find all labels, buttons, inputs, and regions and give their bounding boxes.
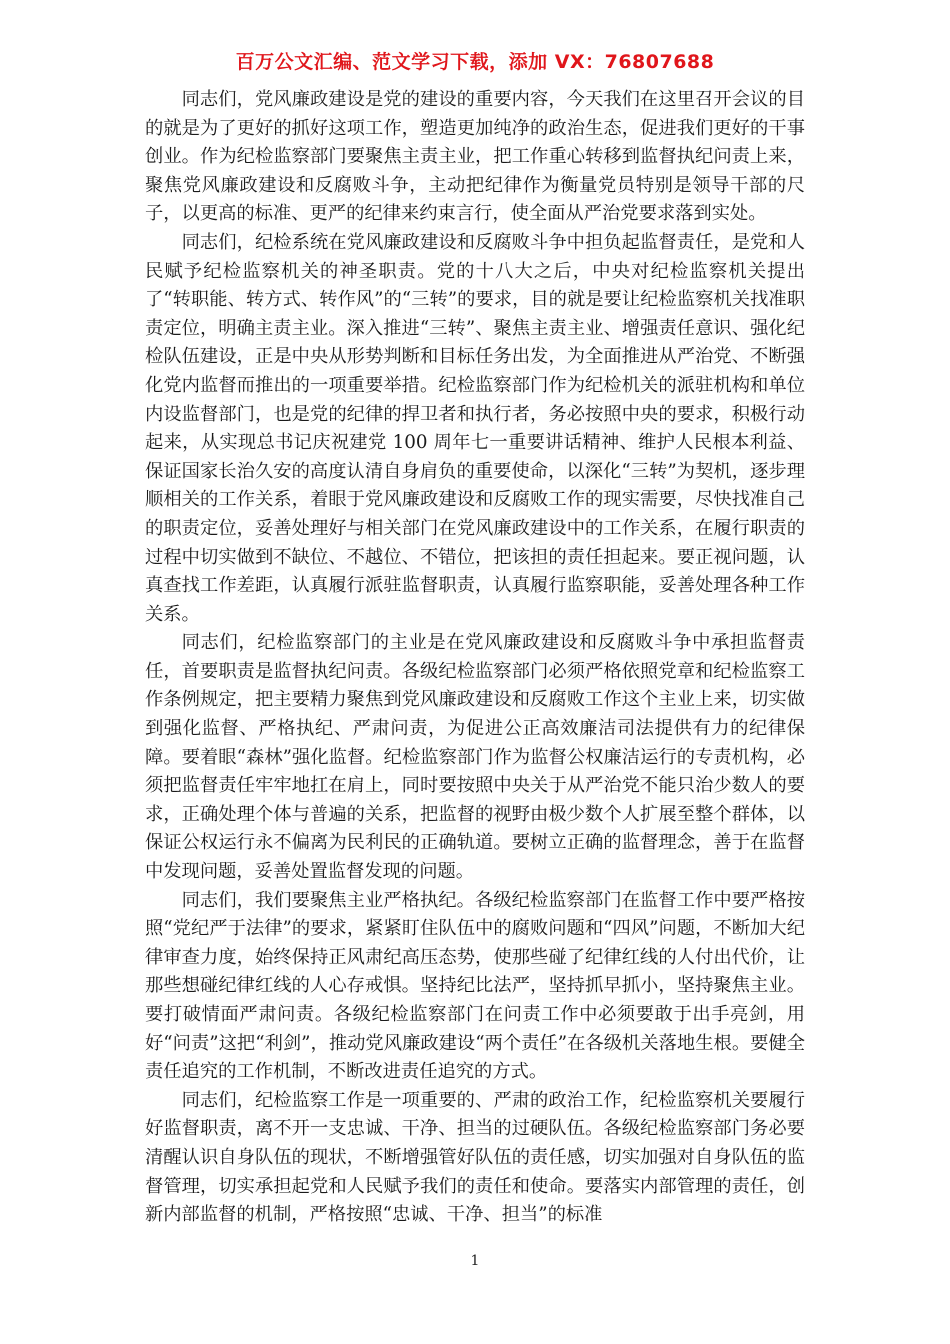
paragraph-5: 同志们，纪检监察工作是一项重要的、严肃的政治工作，纪检监察机关要履行好监督职责，离不开一支忠诚、干净、担当的过硬队伍。各级纪检监察部门务必要清醒认识自身队伍的现状，不断增强管好队伍的责任感，切实加强对自身队伍的监督管理，切实承担起党和人民赋予我们的责任和使命。要落实内部管理的责任，创新内部监督的机制，严格按照“忠诚、干净、担当”的标准 bbox=[145, 1089, 805, 1226]
page-number: 1 bbox=[470, 1253, 480, 1269]
paragraph-2: 同志们，纪检系统在党风廉政建设和反腐败斗争中担负起监督责任，是党和人民赋予纪检监察机关的神圣职责。党的十八大之后，中央对纪检监察机关提出了“转职能、转方式、转作风”的“三转”的要求，目的就是要让纪检监察机关找准职责定位，明确主责主业。深入推进“三转”、聚焦主责主业、增强责任意识、强化纪检队伍建设，正是中央从形势判断和目标任务出发，为全面推进从严治党、不断强化党内监督而推出的一项重要举措。纪检监察部门作为纪检机关的派驻机构和单位内设监督部门，也是党的纪律的捍卫者和执行者，务必按照中央的要求，积极行动起来，从实现总书记庆祝建党 100 周年七一重要讲话精神、维护人民根本利益、保证国家长治久安的高度认清自身肩负的重要使命，以深化“三转”为契机，逐步理顺相关的工作关系，着眼于党风廉政建设和反腐败工作的现实需要，尽快找准自己的职责定位，妥善处理好与相关部门在党风廉政建设中的工作关系，在履行职责的过程中切实做到不缺位、不越位、不错位，把该担的责任担起来。要正视问题，认真查找工作差距，认真履行派驻监督职责，认真履行监察职能，妥善处理各种工作关系。 bbox=[145, 231, 805, 625]
paragraph-1: 同志们，党风廉政建设是党的建设的重要内容，今天我们在这里召开会议的目的就是为了更好的抓好这项工作，塑造更加纯净的政治生态，促进我们更好的干事创业。作为纪检监察部门要聚焦主责主业，把工作重心转移到监督执纪问责上来，聚焦党风廉政建设和反腐败斗争，主动把纪律作为衡量党员特别是领导干部的尺子，以更高的标准、更严的纪律来约束言行，使全面从严治党要求落到实处。 bbox=[145, 89, 805, 225]
paragraph-3: 同志们，纪检监察部门的主业是在党风廉政建设和反腐败斗争中承担监督责任，首要职责是监督执纪问责。各级纪检监察部门必须严格依照党章和纪检监察工作条例规定，把主要精力聚焦到党风廉政建设和反腐败工作这个主业上来，切实做到强化监督、严格执纪、严肃问责，为促进公正高效廉洁司法提供有力的纪律保障。要着眼“森林”强化监督。纪检监察部门作为监督公权廉洁运行的专责机构，必须把监督责任牢牢地扛在肩上，同时要按照中央关于从严治党不能只治少数人的要求，正确处理个体与普遍的关系，把监督的视野由极少数个人扩展至整个群体，以保证公权运行永不偏离为民利民的正确轨道。要树立正确的监督理念，善于在监督中发现问题，妥善处置监督发现的问题。 bbox=[145, 632, 805, 883]
document-header-banner: 百万公文汇编、范文学习下载，添加 VX：76807688 bbox=[235, 51, 715, 73]
document-body bbox=[145, 86, 805, 1230]
paragraph-4: 同志们，我们要聚焦主业严格执纪。各级纪检监察部门在监督工作中要严格按照“党纪严于法律”的要求，紧紧盯住队伍中的腐败问题和“四风”问题，不断加大纪律审查力度，始终保持正风肃纪高压态势，使那些碰了纪律红线的人付出代价，让那些想碰纪律红线的人心存戒惧。坚持纪比法严，坚持抓早抓小，坚持聚焦主业。要打破情面严肃问责。各级纪检监察部门在问责工作中必须要敢于出手亮剑，用好“问责”这把“利剑”，推动党风廉政建设“两个责任”在各级机关落地生根。要健全责任追究的工作机制，不断改进责任追究的方式。 bbox=[145, 889, 805, 1083]
